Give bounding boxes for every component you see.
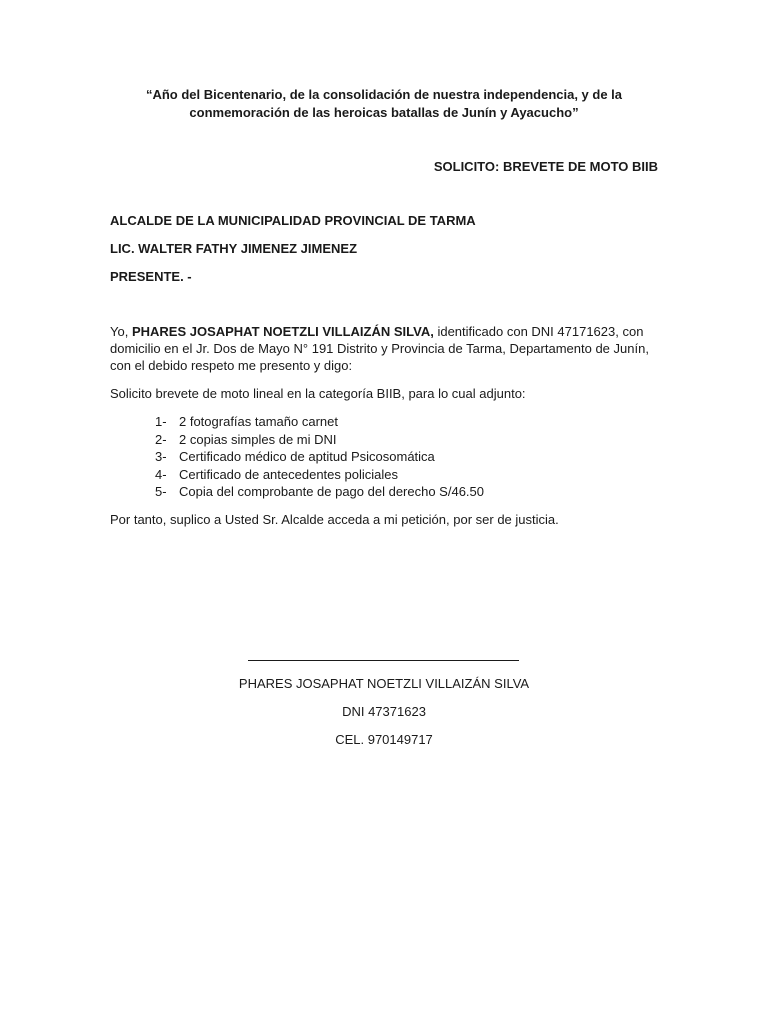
list-item xyxy=(155,431,484,449)
list-item-number: 3- xyxy=(155,449,167,464)
motto-line-1: “Año del Bicentenario, de la consolidación de nuestra independencia, y de la xyxy=(145,87,623,102)
list-item xyxy=(155,413,484,431)
intro-line-2: domicilio en el Jr. Dos de Mayo N° 191 Distrito y Provincia de Tarma, Departamento de Junín, xyxy=(110,341,649,356)
subject-line: SOLICITO: BREVETE DE MOTO BIIB xyxy=(433,159,658,174)
list-item xyxy=(155,448,484,466)
list-item-text: Certificado médico de aptitud Psicosomática xyxy=(179,449,435,464)
intro-line-1 xyxy=(110,323,658,340)
list-item-number: 2- xyxy=(155,431,167,447)
list-item-text: 2 copias simples de mi DNI xyxy=(179,431,337,447)
signature-name: PHARES JOSAPHAT NOETZLI VILLAIZÁN SILVA xyxy=(238,676,530,691)
signature-cel: CEL. 970149717 xyxy=(335,732,433,747)
applicant-name: PHARES JOSAPHAT NOETZLI VILLAIZÁN SILVA, xyxy=(131,324,434,339)
intro-line-3: con el debido respeto me presento y digo: xyxy=(110,358,353,373)
signature-dni: DNI 47371623 xyxy=(342,704,426,719)
addressee-title: ALCALDE DE LA MUNICIPALIDAD PROVINCIAL DE TARMA xyxy=(110,213,476,228)
intro-prefix: Yo, xyxy=(110,324,132,339)
list-item xyxy=(155,466,484,484)
closing-paragraph: Por tanto, suplico a Usted Sr. Alcalde acceda a mi petición, por ser de justicia. xyxy=(110,512,559,527)
addressee-name: LIC. WALTER FATHY JIMENEZ JIMENEZ xyxy=(110,241,358,256)
addressee-present: PRESENTE. - xyxy=(110,269,192,284)
intro-paragraph xyxy=(110,323,658,374)
signature-line xyxy=(248,660,519,661)
request-line: Solicito brevete de moto lineal en la categoría BIIB, para lo cual adjunto: xyxy=(110,386,526,401)
requirements-list xyxy=(155,413,484,501)
motto-line-2: conmemoración de las heroicas batallas de Junín y Ayacucho” xyxy=(189,105,579,120)
list-item-text: Certificado de antecedentes policiales xyxy=(179,466,398,482)
intro-rest: identificado con DNI 47171623, con xyxy=(433,324,644,339)
list-item-number: 1- xyxy=(155,414,167,429)
list-item xyxy=(155,483,484,501)
year-motto xyxy=(110,86,658,122)
list-item-number: 5- xyxy=(155,484,167,499)
list-item-text: Copia del comprobante de pago del derecho S/46.50 xyxy=(179,484,484,499)
list-item-text: 2 fotografías tamaño carnet xyxy=(179,414,338,429)
list-item-number: 4- xyxy=(155,466,167,482)
